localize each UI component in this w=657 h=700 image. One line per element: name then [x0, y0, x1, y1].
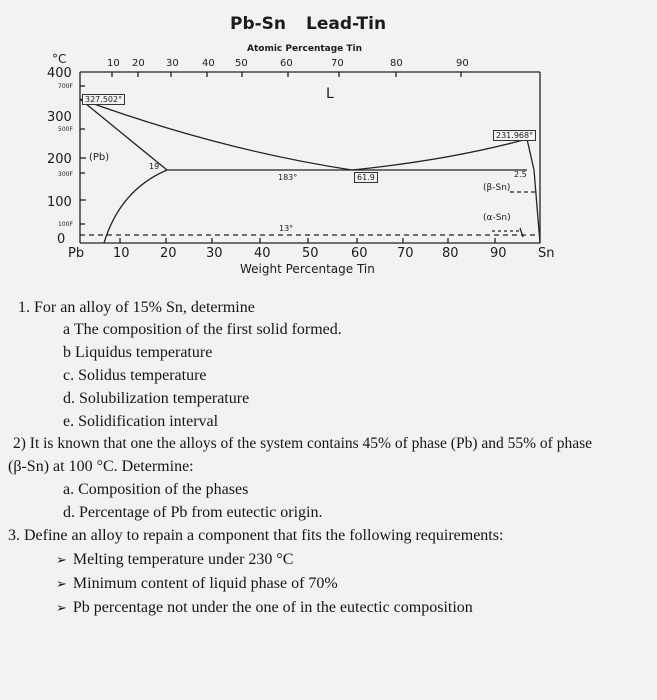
atomic-tick: 30: [166, 58, 179, 69]
fahrenheit-tick: 700F: [58, 83, 73, 90]
atomic-tick: 50: [235, 58, 248, 69]
eutectic-temp-label: 183°: [278, 173, 298, 182]
weight-tick: 90: [490, 246, 507, 261]
weight-tick: 10: [113, 246, 130, 261]
alpha-beta-temp-label: 13°: [279, 224, 294, 233]
weight-tick: 40: [254, 246, 271, 261]
weight-tick: 50: [302, 246, 319, 261]
pb-phase-label: (Pb): [89, 152, 110, 163]
fahrenheit-tick: 100F: [58, 221, 73, 228]
weight-tick: 60: [351, 246, 368, 261]
celsius-tick: 0: [57, 232, 66, 247]
question-1d: d. Solubilization temperature: [63, 390, 250, 407]
celsius-tick: 100: [47, 195, 72, 210]
question-1: 1. For an alloy of 15% Sn, determine: [18, 299, 255, 316]
requirement-item: ➢ Melting temperature under 230 °C: [56, 550, 293, 571]
celsius-tick: 300: [47, 110, 72, 125]
eutectic-comp-label: 61.9: [354, 172, 378, 183]
pb-melting-point-label: 327.502°: [82, 94, 125, 105]
requirement-item: ➢ Pb percentage not under the one of in the eutectic composition: [56, 598, 473, 619]
atomic-tick: 60: [280, 58, 293, 69]
fahrenheit-tick: 300F: [58, 171, 73, 178]
weight-tick: Sn: [538, 246, 555, 261]
alpha-sn-label: (α-Sn): [483, 213, 511, 223]
weight-tick: 70: [397, 246, 414, 261]
beta-sn-label: (β-Sn): [483, 183, 511, 193]
atomic-tick: 10: [107, 58, 120, 69]
liquidus-pb-side: [80, 99, 352, 170]
question-1a: a The composition of the first solid formed.: [63, 321, 342, 338]
question-2-line1: 2) It is known that one the alloys of the system contains 45% of phase (Pb) and 55% of phase: [13, 435, 592, 452]
sn-melting-point-label: 231.968°: [493, 130, 536, 141]
atomic-tick: 20: [132, 58, 145, 69]
liquidus-sn-side: [352, 139, 527, 170]
question-2d: d. Percentage of Pb from eutectic origin.: [63, 504, 323, 521]
diagram-title-left: Pb-Sn: [230, 14, 287, 34]
weight-percentage-label: Weight Percentage Tin: [240, 262, 375, 276]
atomic-percentage-label: Atomic Percentage Tin: [247, 44, 363, 54]
atomic-tick: 40: [202, 58, 215, 69]
weight-tick: 20: [160, 246, 177, 261]
fahrenheit-tick: 500F: [58, 126, 73, 133]
question-1e: e. Solidification interval: [63, 413, 219, 430]
weight-tick: Pb: [68, 246, 85, 261]
celsius-tick: 200: [47, 152, 72, 167]
celsius-unit: °C: [52, 52, 67, 66]
weight-tick: 30: [206, 246, 223, 261]
atomic-tick: 90: [456, 58, 469, 69]
celsius-tick: 400: [47, 66, 72, 81]
atomic-tick: 80: [390, 58, 403, 69]
requirement-item: ➢ Minimum content of liquid phase of 70%: [56, 574, 338, 595]
pb-solvus-label: 19: [149, 162, 160, 171]
question-2a: a. Composition of the phases: [63, 481, 249, 498]
phase-diagram-lines: [0, 0, 657, 290]
solidus-sn: [527, 139, 540, 243]
atomic-tick: 70: [331, 58, 344, 69]
question-1b: b Liquidus temperature: [63, 344, 213, 361]
question-2-line2: (β-Sn) at 100 °C. Determine:: [8, 458, 194, 475]
solvus-pb: [104, 170, 167, 243]
question-1c: c. Solidus temperature: [63, 367, 207, 384]
question-3: 3. Define an alloy to repain a component that fits the following requirements:: [8, 527, 504, 544]
diagram-title-right: Lead-Tin: [306, 14, 387, 34]
liquid-region-label: L: [326, 86, 334, 102]
weight-tick: 80: [442, 246, 459, 261]
sn-solvus-label: 2.5: [514, 170, 527, 179]
